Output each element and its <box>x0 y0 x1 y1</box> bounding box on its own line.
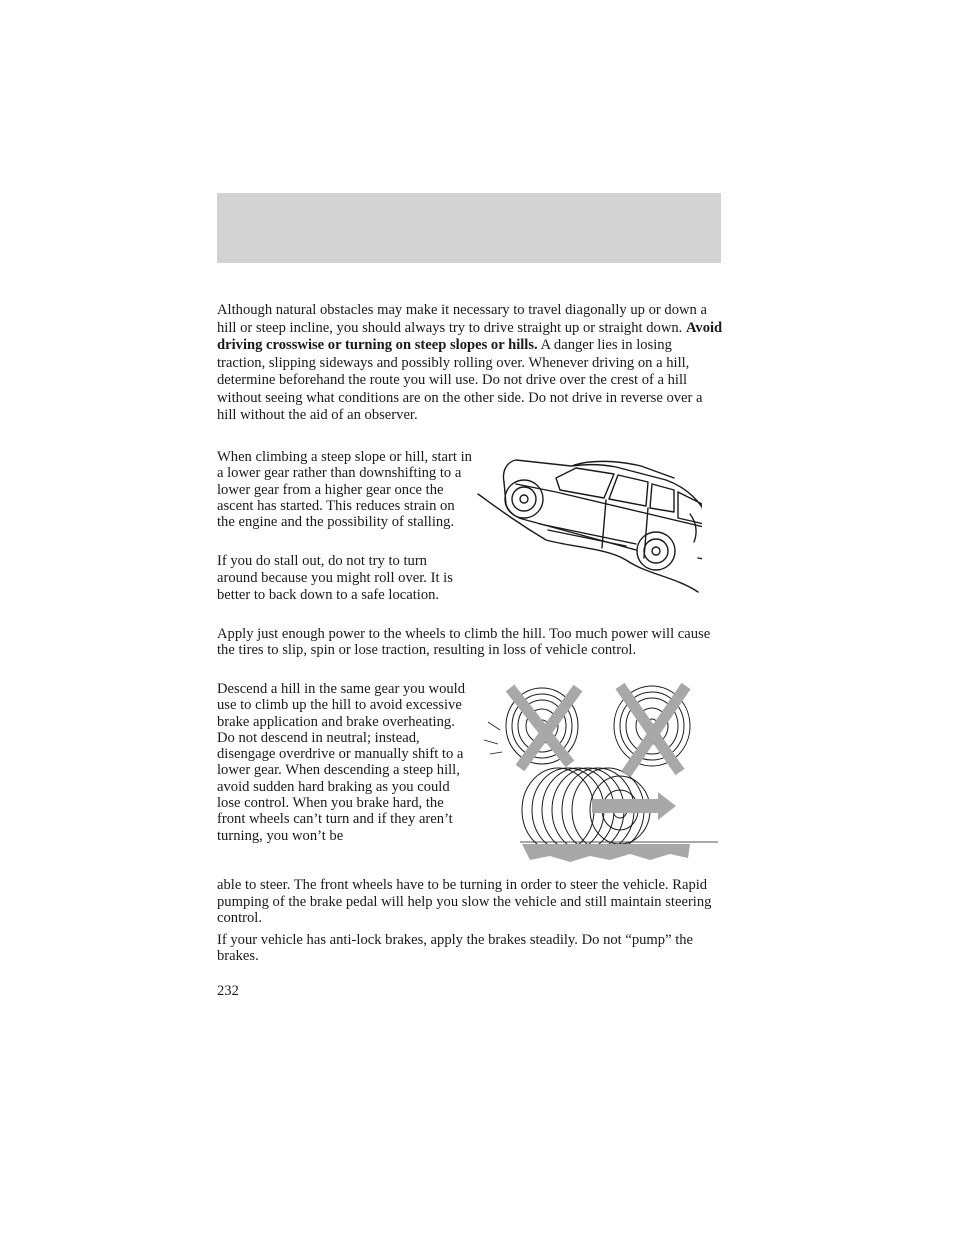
paragraph-descend: Descend a hill in the same gear you would use to climb up the hill to avoid excessive brake application and brake overheating. Do not descend in neutral; instead, disengage overdrive or manually shift to a lower gear. When descending a steep hill, avoid sudden hard braking as you could lose control. When you brake hard, the front wheels can’t turn and if they aren’t turning, you won’t be <box>217 681 466 844</box>
suv-on-slope-illustration <box>476 452 702 594</box>
paragraph-crosswise-warning <box>217 302 723 425</box>
paragraph-descend-continued: able to steer. The front wheels have to be turning in order to steer the vehicle. Rapid pumping of the brake pedal will help you slow the vehicle and still maintain steering control. <box>217 877 712 926</box>
paragraph-stall: If you do stall out, do not try to turn around because you might roll over. It is better to back down to a safe location. <box>217 553 453 603</box>
tire-traction-illustration <box>480 682 720 864</box>
section-header-bar <box>217 193 721 263</box>
paragraph-text: Although natural obstacles may make it necessary to travel diagonally up or down a hill or steep incline, you should always try to drive straight up or straight down. <box>217 302 707 336</box>
paragraph-text: A danger lies in losing traction, slipping sideways and possibly rolling over. Whenever driving on a hill, determine beforehand the route you will use. Do not drive over the crest of a hill without seeing what conditions are on the other side. Do not drive in reverse over a hill without the aid of an observer. <box>217 337 703 423</box>
paragraph-power: Apply just enough power to the wheels to climb the hill. Too much power will cause the tires to slip, spin or lose traction, resulting in loss of vehicle control. <box>217 626 711 659</box>
paragraph-climbing: When climbing a steep slope or hill, start in a lower gear rather than downshifting to a lower gear from a higher gear once the ascent has started. This reduces strain on the engine and the possibility of stalling. <box>217 449 472 531</box>
bold-warning: Avoid driving crosswise or turning on steep slopes or hills. <box>217 319 723 353</box>
page-number: 232 <box>217 983 239 999</box>
paragraph-antilock: If your vehicle has anti-lock brakes, apply the brakes steadily. Do not “pump” the brakes. <box>217 932 694 965</box>
